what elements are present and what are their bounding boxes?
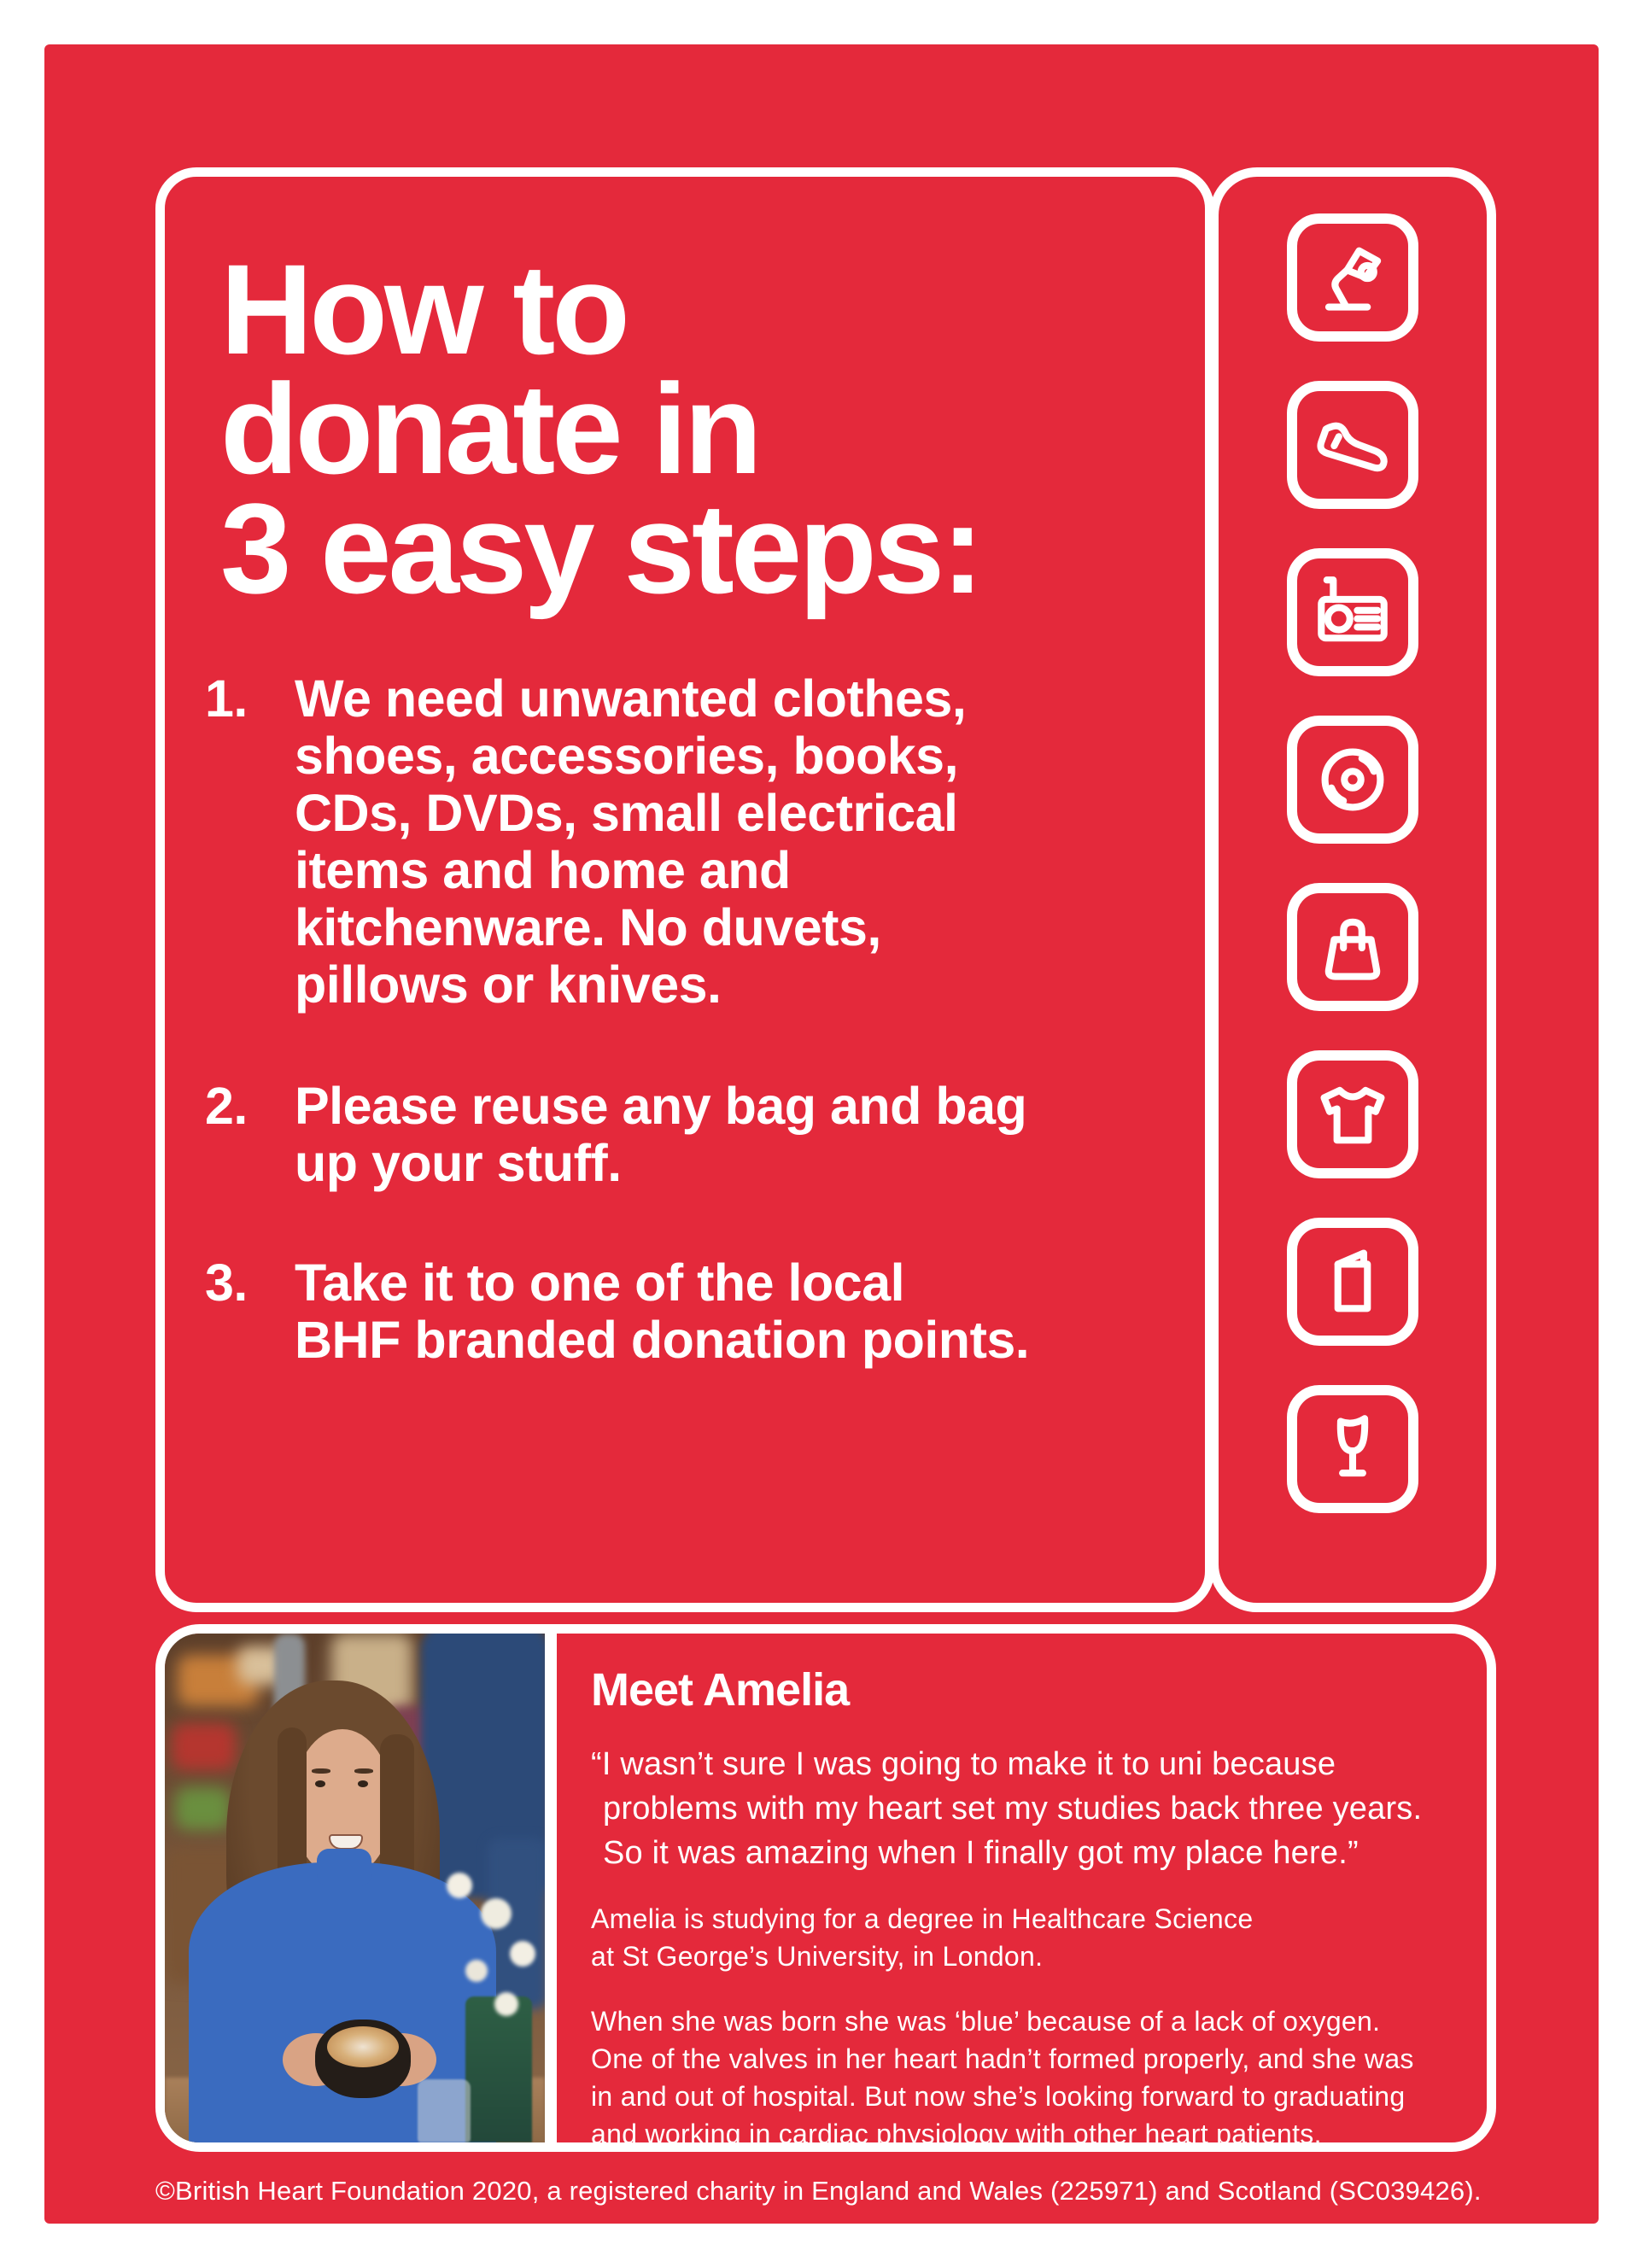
step-number: 3.	[205, 1254, 248, 1312]
photo-eye	[315, 1780, 325, 1787]
photo-flower	[481, 1898, 512, 1929]
photo-flower-vase	[465, 1996, 532, 2142]
photo-text-divider	[545, 1624, 557, 2152]
step-text-line: pillows or knives.	[295, 956, 722, 1014]
profile-paragraph-line: When she was born she was ‘blue’ because of a lack of oxygen.	[591, 2006, 1381, 2037]
poster-title-line: 3 easy steps:	[220, 476, 981, 620]
tshirt-icon	[1287, 1050, 1418, 1178]
profile-paragraph-line: at St George’s University, in London.	[591, 1941, 1044, 1972]
photo-flower	[447, 1873, 472, 1898]
photo-smile	[329, 1834, 363, 1850]
step-text-line: Take it to one of the local	[295, 1254, 905, 1312]
greeting-card-icon	[1287, 1218, 1418, 1346]
profile-paragraph-line: One of the valves in her heart hadn’t formed properly, and she was	[591, 2043, 1414, 2074]
step-number: 2.	[205, 1077, 248, 1135]
photo-latte-art	[327, 2026, 399, 2067]
photo-eye	[358, 1780, 368, 1787]
photo-eyebrow	[354, 1768, 373, 1774]
wine-glass-icon	[1287, 1385, 1418, 1513]
shoe-icon	[1287, 381, 1418, 509]
quote-line: So it was amazing when I finally got my place here.”	[603, 1835, 1359, 1871]
step-text-line: kitchenware. No duvets,	[295, 898, 881, 956]
cd-icon	[1287, 716, 1418, 844]
photo-background-blob	[172, 1723, 236, 1770]
step-text-line: Please reuse any bag and bag	[295, 1077, 1027, 1135]
step-number: 1.	[205, 669, 248, 728]
profile-paragraph-line: and working in cardiac physiology with other heart patients.	[591, 2119, 1322, 2149]
photo-flower	[465, 1960, 488, 1982]
step-text-line: items and home and	[295, 841, 791, 899]
footer-text: ©British Heart Foundation 2020, a registered charity in England and Wales (225971) and Scotland (SC039426).	[155, 2176, 1482, 2206]
shopping-bag-icon	[1287, 883, 1418, 1011]
desk-lamp-icon	[1287, 213, 1418, 342]
profile-paragraph-line: Amelia is studying for a degree in Healthcare Science	[591, 1903, 1254, 1934]
step-text-line: BHF branded donation points.	[295, 1311, 1030, 1369]
profile-heading: Meet Amelia	[591, 1664, 850, 1716]
photo-flower	[494, 1992, 518, 2016]
photo-background-blob	[175, 1787, 231, 1830]
radio-icon	[1287, 548, 1418, 676]
quote-line: “I wasn’t sure I was going to make it to uni because	[591, 1746, 1336, 1782]
poster-canvas	[44, 44, 1599, 2224]
profile-paragraph-line: in and out of hospital. But now she’s looking forward to graduating	[591, 2081, 1406, 2112]
photo-water-glass	[418, 2079, 471, 2142]
step-text-line: shoes, accessories, books,	[295, 727, 959, 785]
quote-line: problems with my heart set my studies back three years.	[603, 1791, 1423, 1827]
step-text-line: We need unwanted clothes,	[295, 669, 967, 728]
photo-sweater-collar	[317, 1849, 371, 1886]
step-text-line: up your stuff.	[295, 1134, 622, 1192]
amelia-photo	[165, 1634, 545, 2142]
photo-eyebrow	[312, 1768, 330, 1774]
poster-title-line: How to	[220, 237, 627, 381]
photo-flower	[510, 1941, 535, 1967]
poster-title-line: donate in	[220, 357, 759, 500]
step-text-line: CDs, DVDs, small electrical	[295, 784, 958, 842]
